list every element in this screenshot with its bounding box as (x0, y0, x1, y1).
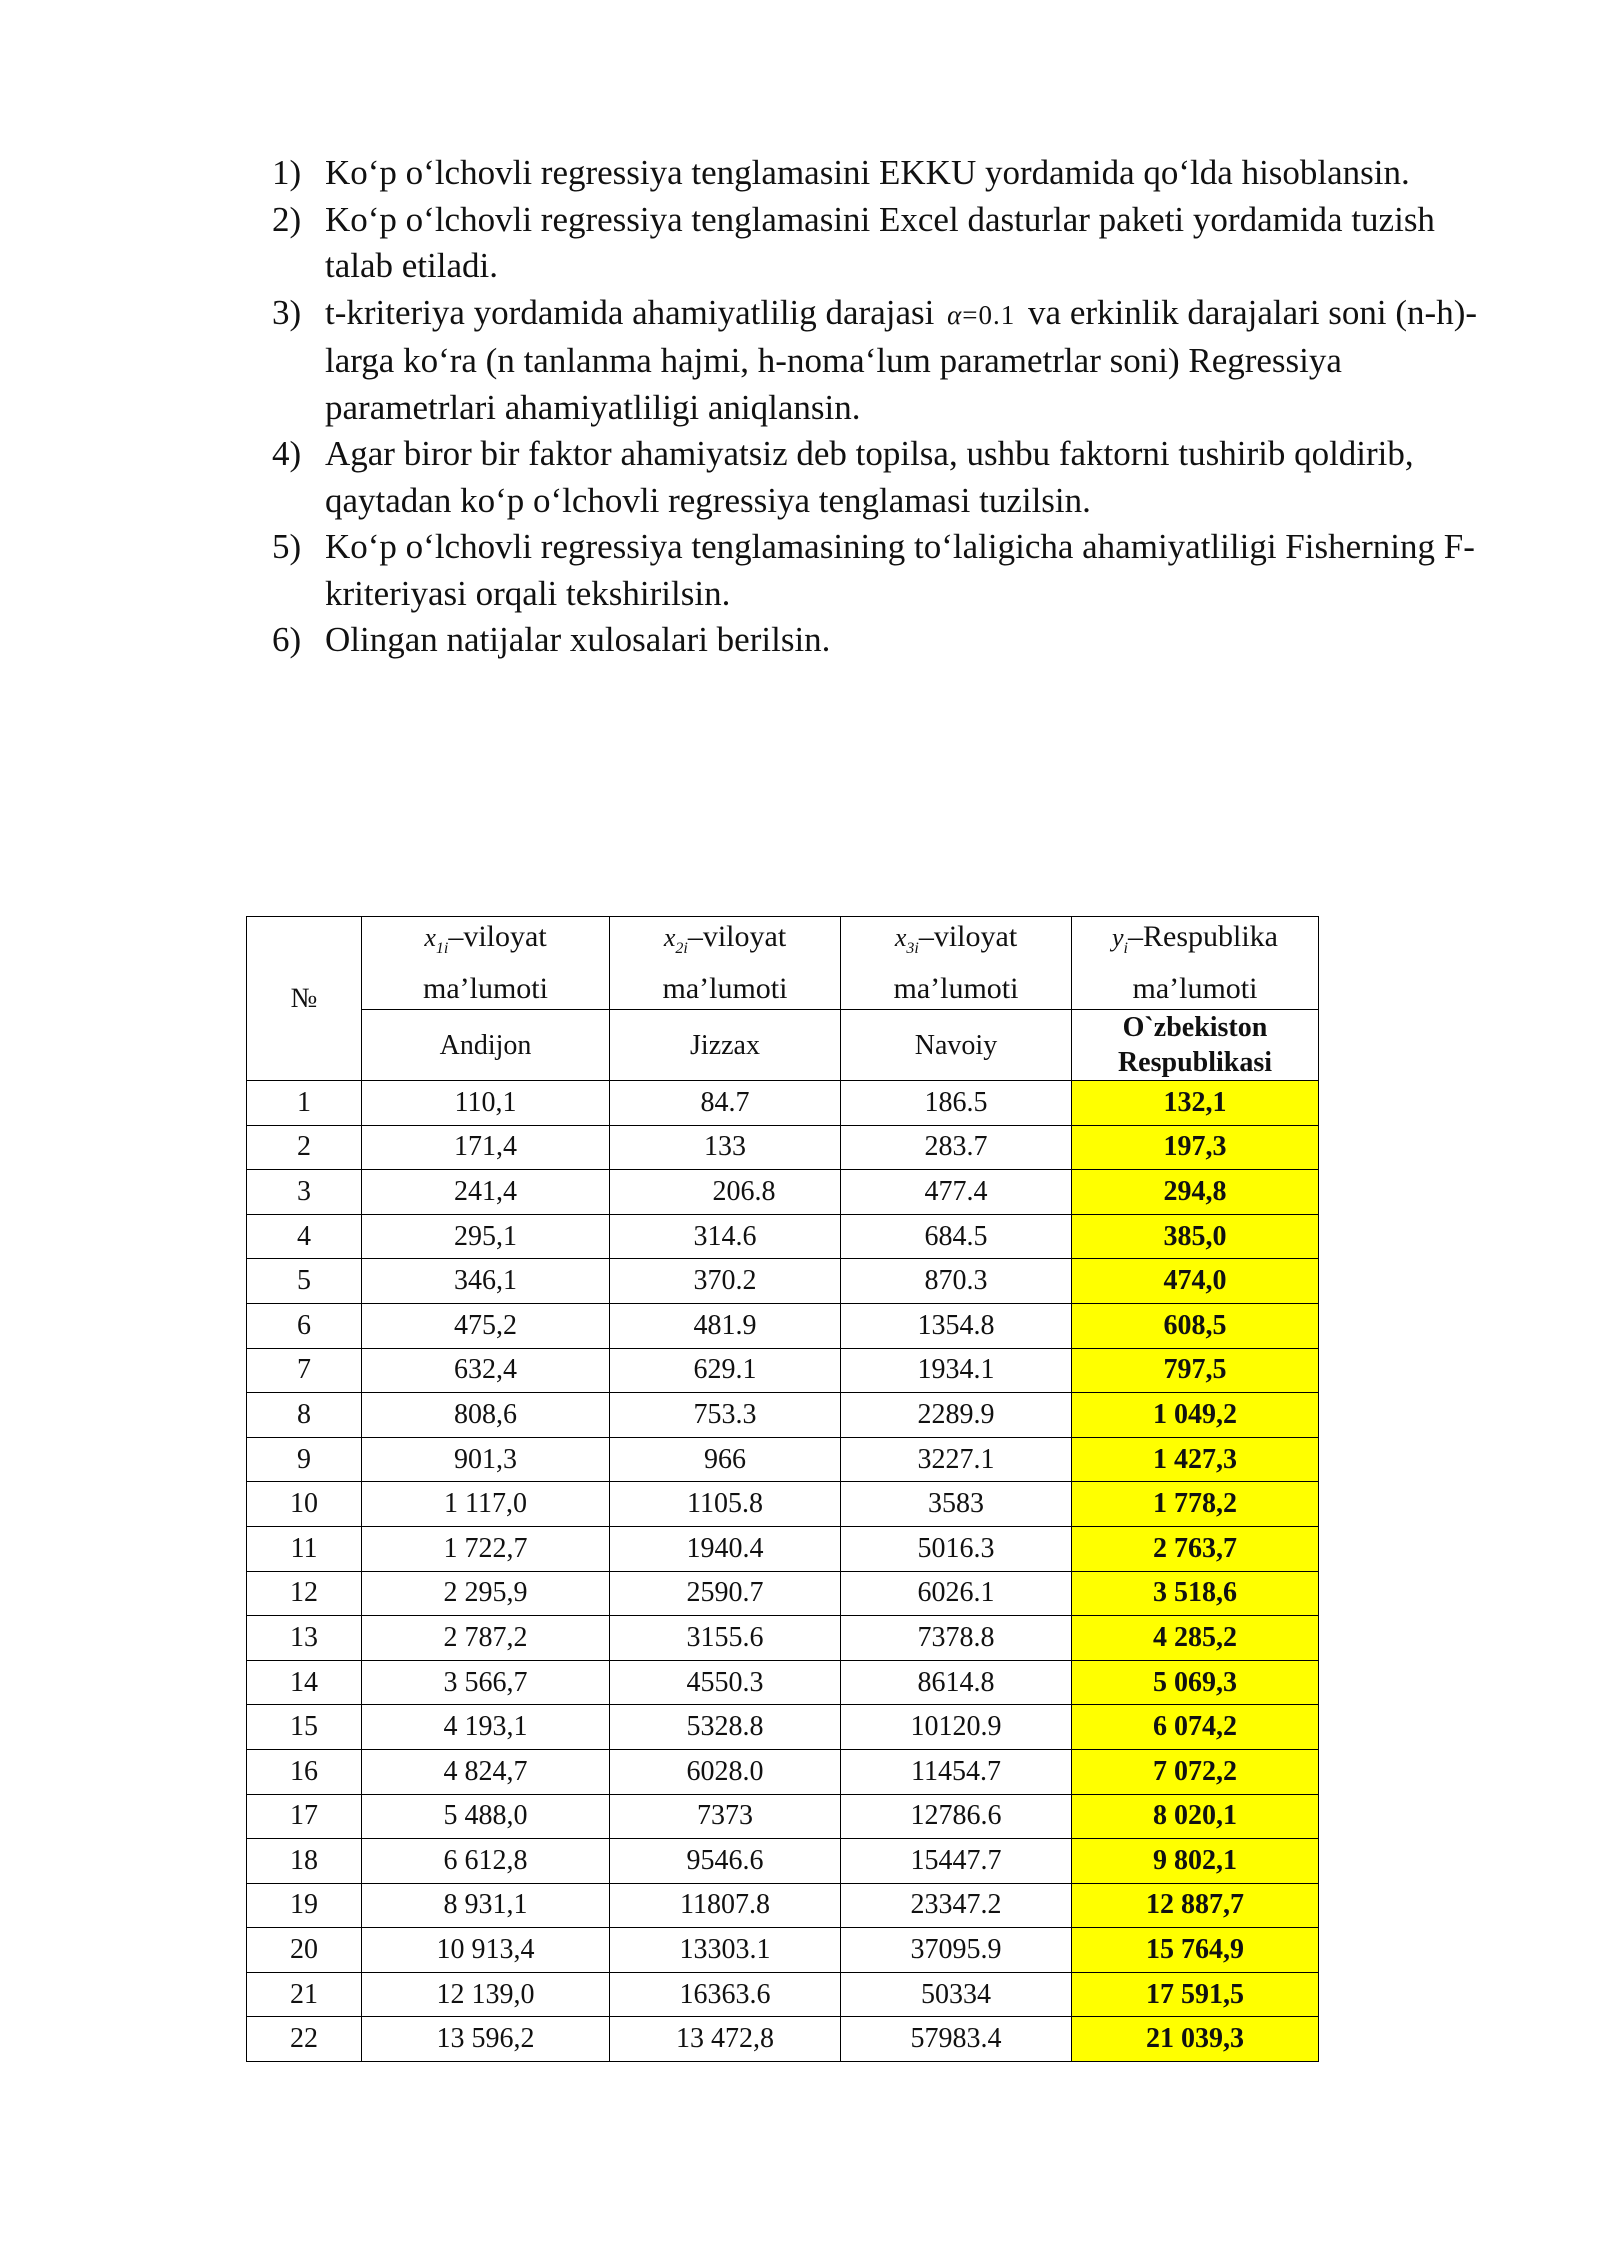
x3-cell: 6026.1 (841, 1571, 1072, 1616)
x3-cell: 477.4 (841, 1170, 1072, 1215)
x2-cell: 966 (610, 1437, 841, 1482)
x3-cell: 3227.1 (841, 1437, 1072, 1482)
row-number: 12 (247, 1571, 362, 1616)
y-cell: 9 802,1 (1072, 1839, 1319, 1884)
y-cell: 608,5 (1072, 1303, 1319, 1348)
row-number: 21 (247, 1972, 362, 2017)
row-number: 14 (247, 1660, 362, 1705)
column-header-x2: $x_{2i}$–viloyat ma’lumoti (610, 917, 841, 1010)
task-number: 1) (272, 153, 302, 192)
task-text: Koʻp oʻlchovli regressiya tenglamasining toʻlaligicha ahamiyatliligi Fisherning F-kriteriyasi orqali tekshirilsin. (325, 527, 1475, 613)
y-cell: 4 285,2 (1072, 1616, 1319, 1661)
y-cell: 5 069,3 (1072, 1660, 1319, 1705)
x1-cell: 2 295,9 (362, 1571, 610, 1616)
x3-cell: 15447.7 (841, 1839, 1072, 1884)
x2-cell: 206.8 (610, 1170, 841, 1215)
y-cell: 294,8 (1072, 1170, 1319, 1215)
y-cell: 197,3 (1072, 1125, 1319, 1170)
task-number: 6) (272, 620, 302, 659)
y-cell: 15 764,9 (1072, 1928, 1319, 1973)
row-number: 9 (247, 1437, 362, 1482)
x3-cell: 11454.7 (841, 1749, 1072, 1794)
x2-cell: 9546.6 (610, 1839, 841, 1884)
column-header-y: $y_i$–Respublika ma’lumoti (1072, 917, 1319, 1010)
table-row (247, 1794, 1319, 1839)
data-table (246, 916, 1319, 2062)
x3-cell: 12786.6 (841, 1794, 1072, 1839)
x2-cell: 1105.8 (610, 1482, 841, 1527)
alpha-formula (943, 300, 1019, 330)
row-number: 4 (247, 1214, 362, 1259)
y-cell: 21 039,3 (1072, 2017, 1319, 2062)
table-row (247, 1081, 1319, 1126)
x2-cell: 3155.6 (610, 1616, 841, 1661)
table-row (247, 1883, 1319, 1928)
number-header: № (247, 917, 362, 1081)
x1-cell: 4 824,7 (362, 1749, 610, 1794)
x2-cell: 7373 (610, 1794, 841, 1839)
task-number: 2) (272, 199, 302, 239)
table-row (247, 1705, 1319, 1750)
task-number: 3) (272, 292, 302, 332)
x3-cell: 283.7 (841, 1125, 1072, 1170)
x2-cell: 84.7 (610, 1081, 841, 1126)
x1-cell: 6 612,8 (362, 1839, 610, 1884)
x1-cell: 632,4 (362, 1348, 610, 1393)
x1-cell: 5 488,0 (362, 1794, 610, 1839)
task-item-4 (272, 431, 1502, 524)
column-header-x1: $x_{1i}$–viloyat ma’lumoti (362, 917, 610, 1010)
row-number: 16 (247, 1749, 362, 1794)
task-text (325, 290, 1502, 432)
table-row (247, 1170, 1319, 1215)
task-text: Koʻp oʻlchovli regressiya tenglamasini Excel dasturlar paketi yordamida tuzish talab etiladi. (325, 199, 1435, 285)
x2-cell: 4550.3 (610, 1660, 841, 1705)
task-text: Olingan natijalar xulosalari berilsin. (325, 620, 831, 659)
table-row (247, 1348, 1319, 1393)
table-row (247, 1259, 1319, 1304)
region-navoiy: Navoiy (841, 1010, 1072, 1081)
x2-cell: 2590.7 (610, 1571, 841, 1616)
y-cell: 1 427,3 (1072, 1437, 1319, 1482)
x1-cell: 2 787,2 (362, 1616, 610, 1661)
x3-cell: 1354.8 (841, 1303, 1072, 1348)
x3-cell: 8614.8 (841, 1660, 1072, 1705)
x2-cell: 6028.0 (610, 1749, 841, 1794)
x1-cell: 12 139,0 (362, 1972, 610, 2017)
table-row (247, 2017, 1319, 2062)
row-number: 2 (247, 1125, 362, 1170)
y-cell: 7 072,2 (1072, 1749, 1319, 1794)
row-number: 15 (247, 1705, 362, 1750)
table-row (247, 1928, 1319, 1973)
table-row (247, 1571, 1319, 1616)
x2-cell: 370.2 (610, 1259, 841, 1304)
x1-cell: 10 913,4 (362, 1928, 610, 1973)
table-row (247, 1125, 1319, 1170)
column-header-x3: $x_{3i}$–viloyat ma’lumoti (841, 917, 1072, 1010)
task-text-after-alpha: va erkinlik darajalari soni (n-h)-larga koʻra (n tanlanma hajmi, h-nomaʻlum parametrlar soni) Regressiya parametrlari ahamiyatliligi aniqlansin. (325, 292, 1478, 427)
x2-cell: 16363.6 (610, 1972, 841, 2017)
alpha-value: =0.1 (962, 299, 1016, 330)
task-item-2 (272, 197, 1502, 290)
row-number: 19 (247, 1883, 362, 1928)
x1-cell: 295,1 (362, 1214, 610, 1259)
y-cell: 474,0 (1072, 1259, 1319, 1304)
x2-cell: 11807.8 (610, 1883, 841, 1928)
x2-cell: 314.6 (610, 1214, 841, 1259)
x1-cell: 13 596,2 (362, 2017, 610, 2062)
region-jizzax: Jizzax (610, 1010, 841, 1081)
region-andijon: Andijon (362, 1010, 610, 1081)
task-item-3 (272, 290, 1502, 432)
y-cell: 17 591,5 (1072, 1972, 1319, 2017)
x2-cell: 481.9 (610, 1303, 841, 1348)
row-number: 5 (247, 1259, 362, 1304)
task-text-before-alpha: t-kriteriya yordamida ahamiyatlilig darajasi (325, 292, 935, 332)
table-row (247, 1437, 1319, 1482)
x3-cell: 10120.9 (841, 1705, 1072, 1750)
row-number: 3 (247, 1170, 362, 1215)
x2-cell: 5328.8 (610, 1705, 841, 1750)
y-cell: 8 020,1 (1072, 1794, 1319, 1839)
row-number: 10 (247, 1482, 362, 1527)
table-region-row (247, 1010, 1319, 1081)
table-row (247, 1393, 1319, 1438)
table-row (247, 1839, 1319, 1884)
y-cell: 1 778,2 (1072, 1482, 1319, 1527)
table-row (247, 1972, 1319, 2017)
x3-cell: 2289.9 (841, 1393, 1072, 1438)
y-cell: 3 518,6 (1072, 1571, 1319, 1616)
row-number: 13 (247, 1616, 362, 1661)
table-row (247, 1526, 1319, 1571)
x1-cell: 4 193,1 (362, 1705, 610, 1750)
x1-cell: 1 117,0 (362, 1482, 610, 1527)
row-number: 1 (247, 1081, 362, 1126)
task-item-5 (272, 524, 1502, 617)
x1-cell: 808,6 (362, 1393, 610, 1438)
table-row (247, 1749, 1319, 1794)
table-row (247, 1214, 1319, 1259)
row-number: 20 (247, 1928, 362, 1973)
task-item-1 (272, 150, 1502, 197)
x3-cell: 3583 (841, 1482, 1072, 1527)
y-cell: 2 763,7 (1072, 1526, 1319, 1571)
row-number: 7 (247, 1348, 362, 1393)
row-number: 22 (247, 2017, 362, 2062)
y-cell: 12 887,7 (1072, 1883, 1319, 1928)
row-number: 11 (247, 1526, 362, 1571)
x1-cell: 901,3 (362, 1437, 610, 1482)
x1-cell: 8 931,1 (362, 1883, 610, 1928)
x3-cell: 1934.1 (841, 1348, 1072, 1393)
x3-cell: 23347.2 (841, 1883, 1072, 1928)
x3-cell: 5016.3 (841, 1526, 1072, 1571)
x1-cell: 1 722,7 (362, 1526, 610, 1571)
y-cell: 132,1 (1072, 1081, 1319, 1126)
task-item-6 (272, 617, 1502, 664)
task-text: Koʻp oʻlchovli regressiya tenglamasini EKKU yordamida qoʻlda hisoblansin. (325, 153, 1410, 192)
alpha-symbol: α (947, 299, 963, 330)
x3-cell: 7378.8 (841, 1616, 1072, 1661)
x3-cell: 37095.9 (841, 1928, 1072, 1973)
x2-cell: 629.1 (610, 1348, 841, 1393)
y-cell: 1 049,2 (1072, 1393, 1319, 1438)
task-list (272, 150, 1502, 664)
x1-cell: 475,2 (362, 1303, 610, 1348)
x3-cell: 684.5 (841, 1214, 1072, 1259)
y-cell: 797,5 (1072, 1348, 1319, 1393)
x1-cell: 241,4 (362, 1170, 610, 1215)
row-number: 17 (247, 1794, 362, 1839)
x3-cell: 57983.4 (841, 2017, 1072, 2062)
task-text: Agar biror bir faktor ahamiyatsiz deb topilsa, ushbu faktorni tushirib qoldirib, qaytadan koʻp oʻlchovli regressiya tenglamasi tuzilsin. (325, 434, 1414, 520)
region-uzbekistan: O`zbekiston Respublikasi (1072, 1010, 1319, 1081)
table-header-row (247, 917, 1319, 1010)
x1-cell: 346,1 (362, 1259, 610, 1304)
x1-cell: 110,1 (362, 1081, 610, 1126)
table-row (247, 1660, 1319, 1705)
y-cell: 385,0 (1072, 1214, 1319, 1259)
row-number: 6 (247, 1303, 362, 1348)
x2-cell: 753.3 (610, 1393, 841, 1438)
x2-cell: 13303.1 (610, 1928, 841, 1973)
table-row (247, 1616, 1319, 1661)
x3-cell: 186.5 (841, 1081, 1072, 1126)
x1-cell: 3 566,7 (362, 1660, 610, 1705)
x2-cell: 13 472,8 (610, 2017, 841, 2062)
table-row (247, 1482, 1319, 1527)
row-number: 8 (247, 1393, 362, 1438)
y-cell: 6 074,2 (1072, 1705, 1319, 1750)
x1-cell: 171,4 (362, 1125, 610, 1170)
table-row (247, 1303, 1319, 1348)
x3-cell: 50334 (841, 1972, 1072, 2017)
task-number: 5) (272, 527, 302, 566)
row-number: 18 (247, 1839, 362, 1884)
task-number: 4) (272, 434, 302, 473)
x2-cell: 1940.4 (610, 1526, 841, 1571)
x2-cell: 133 (610, 1125, 841, 1170)
x3-cell: 870.3 (841, 1259, 1072, 1304)
